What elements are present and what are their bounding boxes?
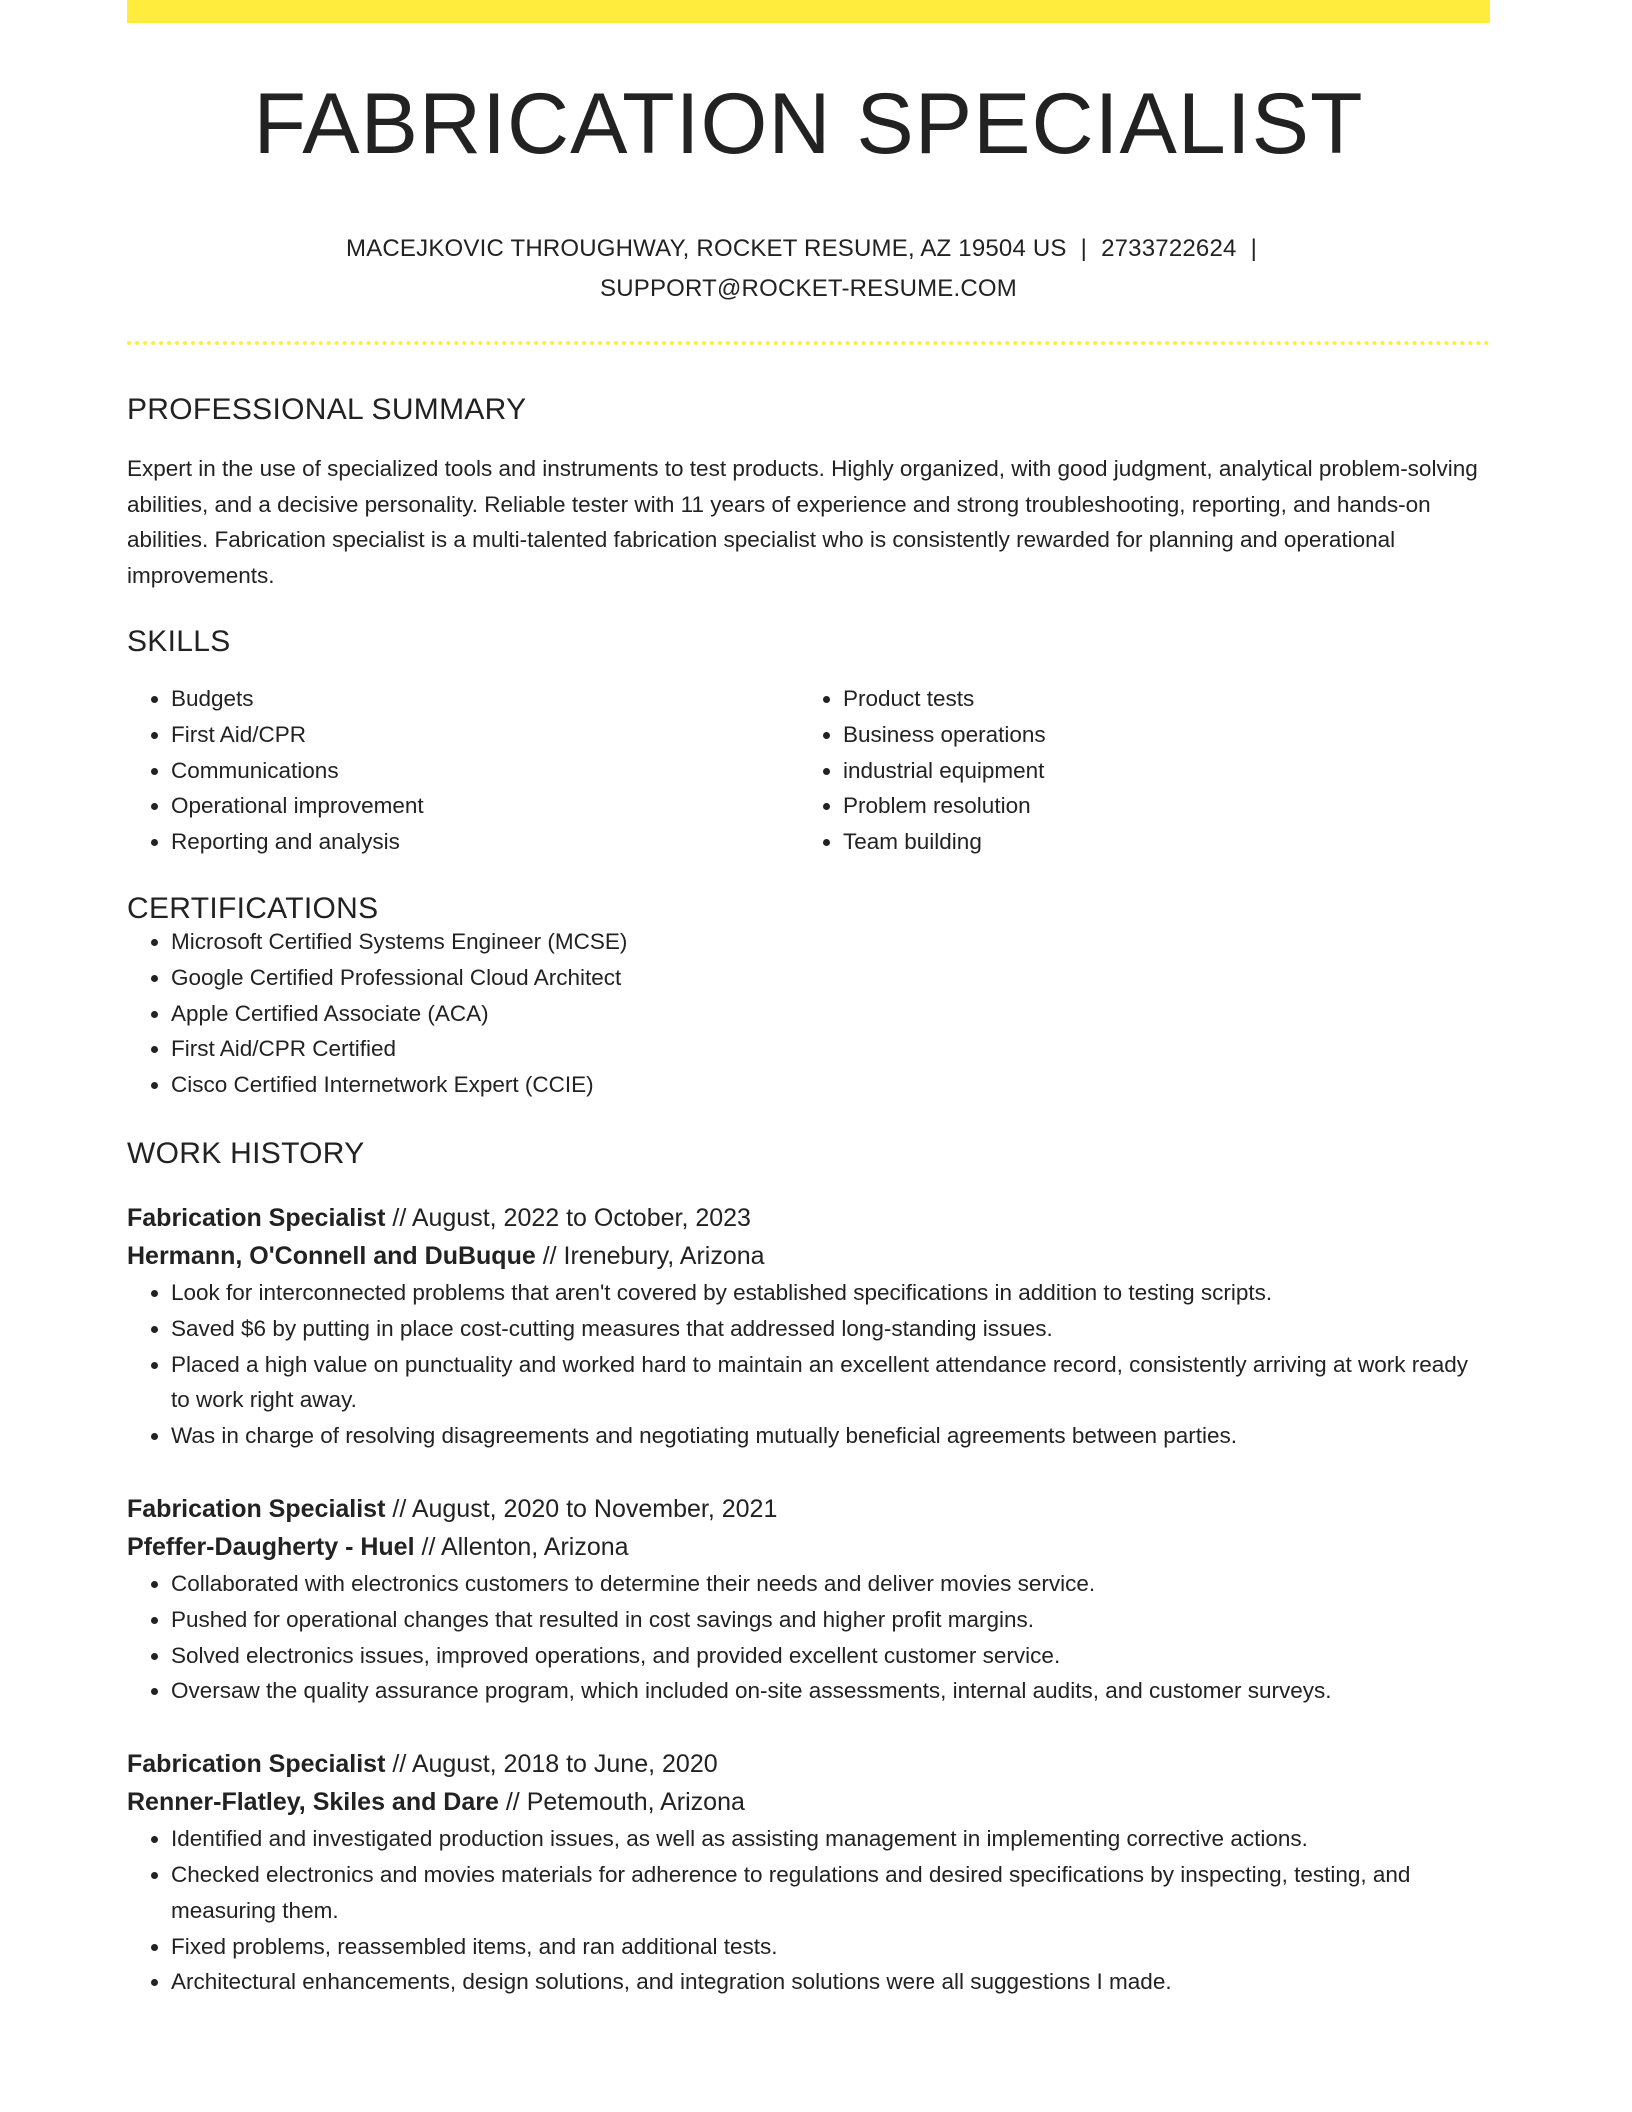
contact-info <box>319 229 1299 309</box>
job-dates: // August, 2022 to October, 2023 <box>385 1203 751 1232</box>
contact-address: MACEJKOVIC THROUGHWAY, ROCKET RESUME, AZ 19504 US <box>346 235 1067 262</box>
job-bullet: • Pushed for operational changes that resulted in cost savings and higher profit margins. <box>171 1602 1490 1638</box>
job-title: Fabrication Specialist <box>127 1203 386 1232</box>
contact-phone: 2733722624 <box>1101 235 1237 262</box>
job-bullet: • Identified and investigated production issues, as well as assisting management in implementing corrective actions. <box>171 1821 1490 1857</box>
skill-item: • Team building <box>843 824 1471 860</box>
skill-item: • Communications <box>171 753 799 789</box>
skills-column-left <box>127 681 799 860</box>
job-bullet: • Architectural enhancements, design solutions, and integration solutions were all suggestions I made. <box>171 1964 1490 2000</box>
job-company-line <box>127 1237 1490 1275</box>
job-company: Renner-Flatley, Skiles and Dare <box>127 1788 499 1817</box>
job-bullet: • Oversaw the quality assurance program, which included on-site assessments, internal audits, and customer surveys. <box>171 1673 1490 1709</box>
certification-item: • Cisco Certified Internetwork Expert (CCIE) <box>171 1067 1490 1103</box>
job-dates: // August, 2020 to November, 2021 <box>385 1494 778 1523</box>
job-bullets <box>127 1275 1490 1454</box>
certification-item: • First Aid/CPR Certified <box>171 1031 1490 1067</box>
page-title: FABRICATION SPECIALIST <box>253 76 1364 172</box>
job-bullet: • Solved electronics issues, improved operations, and provided excellent customer service. <box>171 1638 1490 1674</box>
accent-top-bar <box>127 0 1490 23</box>
job-title: Fabrication Specialist <box>127 1750 386 1779</box>
skills-list <box>127 681 1490 860</box>
job-company: Hermann, O'Connell and DuBuque <box>127 1241 536 1270</box>
certification-item: • Apple Certified Associate (ACA) <box>171 996 1490 1032</box>
resume-page <box>127 0 1490 2000</box>
job-bullet: • Collaborated with electronics customers to determine their needs and deliver movies service. <box>171 1566 1490 1602</box>
job-bullet: • Was in charge of resolving disagreements and negotiating mutually beneficial agreements between parties. <box>171 1418 1490 1454</box>
dotted-divider <box>127 341 1490 345</box>
skill-item: • Budgets <box>171 681 799 717</box>
skills-heading: SKILLS <box>127 625 231 658</box>
job-title-line <box>127 1199 1490 1237</box>
job-bullet: • Fixed problems, reassembled items, and ran additional tests. <box>171 1929 1490 1965</box>
job-bullets <box>127 1566 1490 1709</box>
job-entry <box>127 1199 1490 1454</box>
job-bullet: • Saved $6 by putting in place cost-cutting measures that addressed long-standing issues. <box>171 1311 1490 1347</box>
job-title-line <box>127 1490 1490 1528</box>
certifications-list <box>127 924 1490 1103</box>
job-company: Pfeffer-Daugherty - Huel <box>127 1532 415 1561</box>
job-location: // Petemouth, Arizona <box>498 1788 745 1817</box>
job-bullet: • Look for interconnected problems that aren't covered by established specifications in addition to testing scripts. <box>171 1275 1490 1311</box>
job-entry <box>127 1490 1490 1709</box>
contact-separator: | <box>1080 235 1088 262</box>
certifications-heading: CERTIFICATIONS <box>127 891 379 925</box>
job-location: // Allenton, Arizona <box>414 1532 629 1561</box>
certification-item: • Google Certified Professional Cloud Architect <box>171 960 1490 996</box>
skill-item: • Product tests <box>843 681 1471 717</box>
skills-column-right <box>799 681 1471 860</box>
contact-separator: | <box>1250 235 1257 262</box>
skill-item: • Operational improvement <box>171 788 799 824</box>
job-location: // Irenebury, Arizona <box>535 1241 765 1270</box>
summary-heading: PROFESSIONAL SUMMARY <box>127 393 527 426</box>
job-title: Fabrication Specialist <box>127 1494 386 1523</box>
work-history-heading: WORK HISTORY <box>127 1136 365 1170</box>
skill-item: • industrial equipment <box>843 753 1471 789</box>
job-company-line <box>127 1783 1490 1821</box>
job-entry <box>127 1745 1490 2000</box>
contact-email: SUPPORT@ROCKET-RESUME.COM <box>600 275 1017 302</box>
certification-item: • Microsoft Certified Systems Engineer (MCSE) <box>171 924 1490 960</box>
skill-item: • Business operations <box>843 717 1471 753</box>
skill-item: • First Aid/CPR <box>171 717 799 753</box>
job-company-line <box>127 1528 1490 1566</box>
skill-item: • Reporting and analysis <box>171 824 799 860</box>
job-bullet: • Checked electronics and movies materials for adherence to regulations and desired specifications by inspecting, testing, and measuring them. <box>171 1857 1490 1929</box>
skill-item: • Problem resolution <box>843 788 1471 824</box>
job-dates: // August, 2018 to June, 2020 <box>385 1750 718 1779</box>
summary-text: Expert in the use of specialized tools and instruments to test products. Highly organized, with good judgment, analytical problem-solving abilities, and a decisive personality. Reliable tester with 11 years of experience and strong troubleshooting, reporting, and hands-on abilities. Fabrication specialist is a multi-talented fabrication specialist who is consistently rewarded for planning and operational improvements. <box>127 456 1478 588</box>
job-bullets <box>127 1821 1490 2000</box>
job-bullet: • Placed a high value on punctuality and worked hard to maintain an excellent attendance record, consistently arriving at work ready to work right away. <box>171 1347 1490 1419</box>
job-title-line <box>127 1745 1490 1783</box>
